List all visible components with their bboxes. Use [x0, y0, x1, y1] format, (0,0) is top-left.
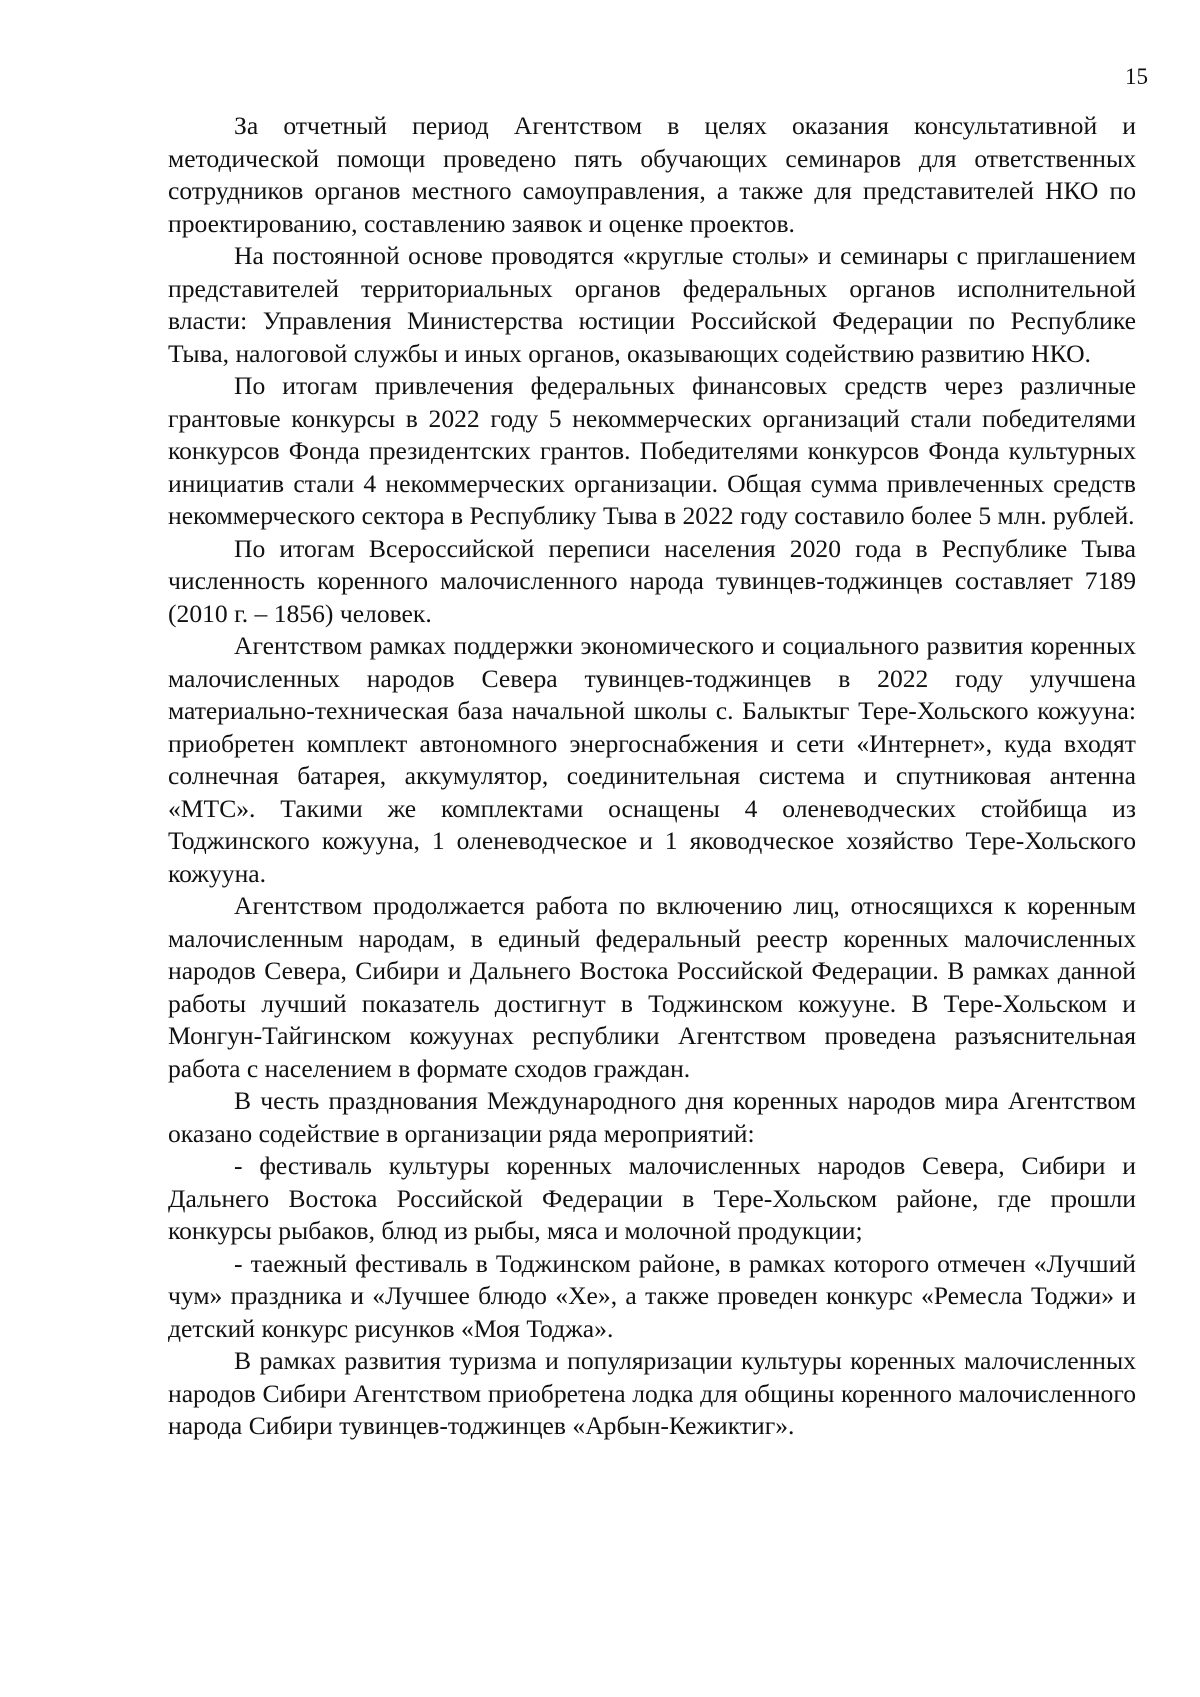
- paragraph: В честь празднования Международного дня коренных народов мира Агентством оказано содействие в организации ряда мероприятий:: [168, 1086, 1136, 1148]
- paragraph: По итогам привлечения федеральных финансовых средств через различные грантовые конкурсы в 2022 году 5 некоммерческих организаций стали победителями конкурсов Фонда президентских грантов. Победителями конкурсов Фонда культурных инициатив стали 4 некоммерческих организации. Общая сумма привлеченных средств некоммерческого сектора в Республику Тыва в 2022 году составило более 5 млн. рублей.: [168, 371, 1136, 530]
- body-text: [168, 110, 1136, 1443]
- paragraph: На постоянной основе проводятся «круглые столы» и семинары с приглашением представителей территориальных органов федеральных органов исполнительной власти: Управления Министерства юстиции Российской Федерации по Республике Тыва, налоговой службы и иных органов, оказывающих содействию развитию НКО.: [168, 241, 1136, 368]
- paragraph: За отчетный период Агентством в целях оказания консультативной и методической помощи проведено пять обучающих семинаров для ответственных сотрудников органов местного самоуправления, а также для представителей НКО по проектированию, составлению заявок и оценке проектов.: [168, 111, 1136, 238]
- list-item: - таежный фестиваль в Тоджинском районе, в рамках которого отмечен «Лучший чум» праздника и «Лучшее блюдо «Хе», а также проведен конкурс «Ремесла Тоджи» и детский конкурс рисунков «Моя Тоджа».: [168, 1248, 1136, 1343]
- page-number: 15: [1125, 64, 1148, 89]
- paragraph: По итогам Всероссийской переписи населения 2020 года в Республике Тыва численность коренного малочисленного народа тувинцев-тоджинцев составляет 7189 (2010 г. – 1856) человек.: [168, 533, 1136, 628]
- list-item: - фестиваль культуры коренных малочисленных народов Севера, Сибири и Дальнего Востока Российской Федерации в Тере-Хольском районе, где прошли конкурсы рыбаков, блюд из рыбы, мяса и молочной продукции;: [168, 1151, 1136, 1245]
- paragraph: В рамках развития туризма и популяризации культуры коренных малочисленных народов Сибири Агентством приобретена лодка для общины коренного малочисленного народа Сибири тувинцев-тоджинцев «Арбын-Кежиктиг».: [168, 1346, 1136, 1440]
- paragraph: Агентством рамках поддержки экономического и социального развития коренных малочисленных народов Севера тувинцев-тоджинцев в 2022 году улучшена материально-техническая база начальной школы с. Балыктыг Тере-Хольского кожууна: приобретен комплект автономного энергоснабжения и сети «Интернет», куда входят солнечная батарея, аккумулятор, соединительная система и спутниковая антенна «МТС». Такими же комплектами оснащены 4 оленеводческих стойбища из Тоджинского кожууна, 1 оленеводческое и 1 яководческое хозяйство Тере-Хольского кожууна.: [168, 631, 1136, 888]
- paragraph: Агентством продолжается работа по включению лиц, относящихся к коренным малочисленным народам, в единый федеральный реестр коренных малочисленных народов Севера, Сибири и Дальнего Востока Российской Федерации. В рамках данной работы лучший показатель достигнут в Тоджинском кожууне. В Тере-Хольском и Монгун-Тайгинском кожуунах республики Агентством проведена разъяснительная работа с населением в формате сходов граждан.: [168, 891, 1136, 1083]
